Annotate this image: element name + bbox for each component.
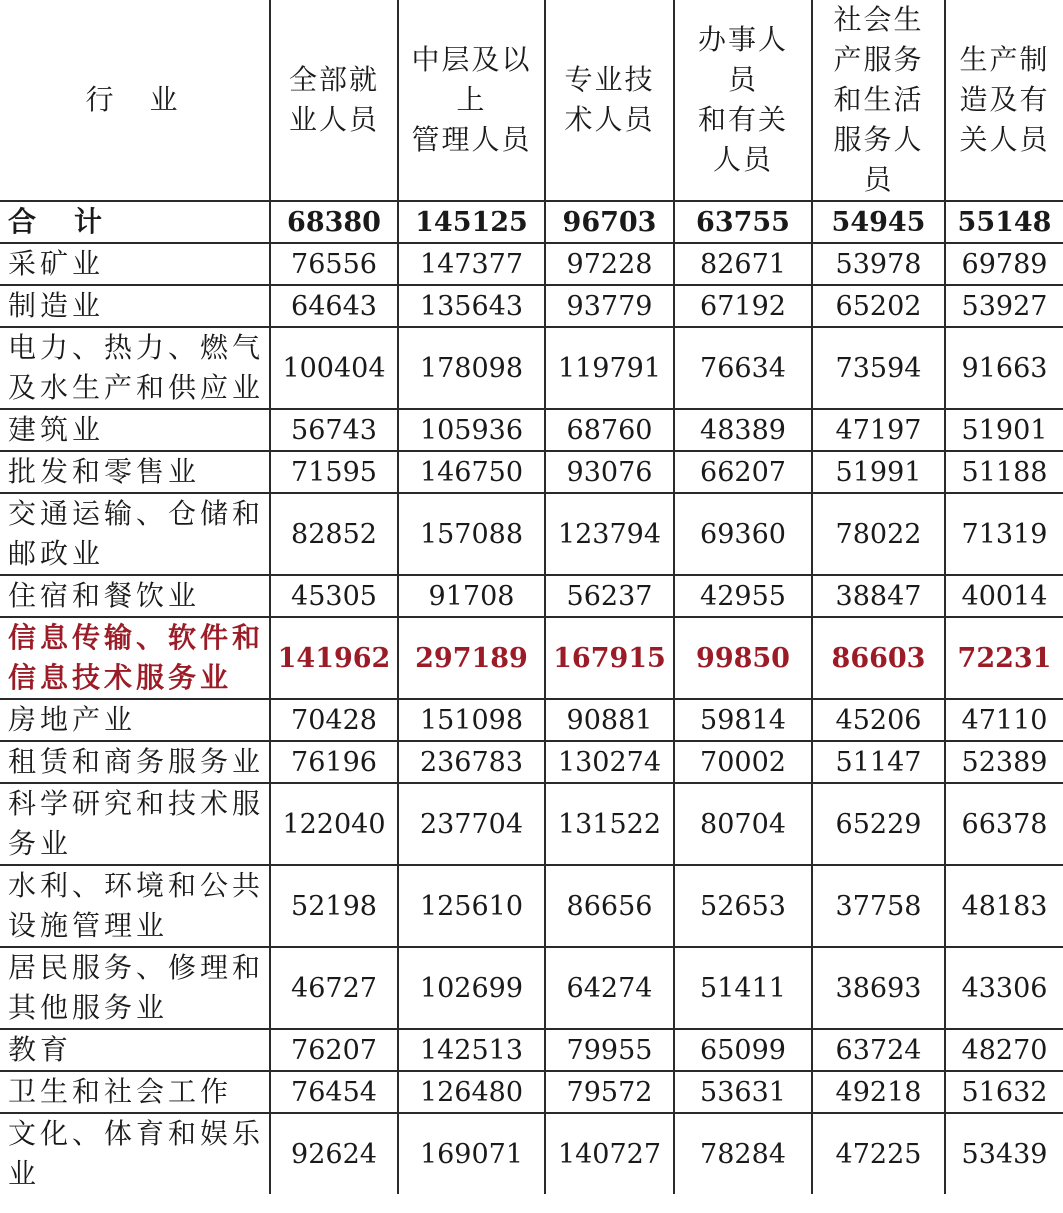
cell-all: 92624 bbox=[270, 1113, 398, 1194]
cell-all: 46727 bbox=[270, 947, 398, 1029]
table-row bbox=[0, 493, 1063, 575]
cell-managers: 125610 bbox=[398, 865, 545, 947]
cell-all: 122040 bbox=[270, 783, 398, 865]
cell-professionals: 68760 bbox=[545, 409, 674, 451]
header-service-workers: 社会生 产服务 和生活 服务人 员 bbox=[812, 0, 945, 201]
row-name: 合计 bbox=[0, 201, 270, 243]
cell-managers: 147377 bbox=[398, 243, 545, 285]
table-row bbox=[0, 409, 1063, 451]
cell-service: 54945 bbox=[812, 201, 945, 243]
row-name: 房地产业 bbox=[0, 699, 270, 741]
cell-clerks: 42955 bbox=[674, 575, 812, 617]
cell-professionals: 96703 bbox=[545, 201, 674, 243]
row-name: 住宿和餐饮业 bbox=[0, 575, 270, 617]
cell-production: 43306 bbox=[945, 947, 1063, 1029]
cell-service: 53978 bbox=[812, 243, 945, 285]
table-row bbox=[0, 285, 1063, 327]
cell-production: 48183 bbox=[945, 865, 1063, 947]
cell-service: 73594 bbox=[812, 327, 945, 409]
cell-service: 51991 bbox=[812, 451, 945, 493]
row-name: 信息传输、软件和信息技术服务业 bbox=[0, 617, 270, 699]
table-row bbox=[0, 1113, 1063, 1194]
header-all-employees: 全部就 业人员 bbox=[270, 0, 398, 201]
cell-all: 141962 bbox=[270, 617, 398, 699]
cell-all: 56743 bbox=[270, 409, 398, 451]
cell-clerks: 63755 bbox=[674, 201, 812, 243]
cell-production: 51188 bbox=[945, 451, 1063, 493]
cell-managers: 105936 bbox=[398, 409, 545, 451]
row-name: 建筑业 bbox=[0, 409, 270, 451]
cell-professionals: 86656 bbox=[545, 865, 674, 947]
cell-clerks: 59814 bbox=[674, 699, 812, 741]
cell-service: 45206 bbox=[812, 699, 945, 741]
cell-all: 76196 bbox=[270, 741, 398, 783]
cell-clerks: 70002 bbox=[674, 741, 812, 783]
cell-professionals: 79955 bbox=[545, 1029, 674, 1071]
cell-clerks: 53631 bbox=[674, 1071, 812, 1113]
row-name: 租赁和商务服务业 bbox=[0, 741, 270, 783]
cell-managers: 145125 bbox=[398, 201, 545, 243]
cell-managers: 297189 bbox=[398, 617, 545, 699]
row-name: 水利、环境和公共设施管理业 bbox=[0, 865, 270, 947]
row-name: 文化、体育和娱乐业 bbox=[0, 1113, 270, 1194]
cell-service: 63724 bbox=[812, 1029, 945, 1071]
cell-professionals: 119791 bbox=[545, 327, 674, 409]
cell-production: 51632 bbox=[945, 1071, 1063, 1113]
header-professionals: 专业技 术人员 bbox=[545, 0, 674, 201]
row-name: 教育 bbox=[0, 1029, 270, 1071]
cell-production: 72231 bbox=[945, 617, 1063, 699]
cell-clerks: 80704 bbox=[674, 783, 812, 865]
cell-all: 64643 bbox=[270, 285, 398, 327]
table-row bbox=[0, 783, 1063, 865]
cell-service: 65202 bbox=[812, 285, 945, 327]
cell-professionals: 93076 bbox=[545, 451, 674, 493]
header-row bbox=[0, 0, 1063, 201]
cell-all: 68380 bbox=[270, 201, 398, 243]
cell-professionals: 93779 bbox=[545, 285, 674, 327]
header-industry: 行业 bbox=[0, 0, 270, 201]
cell-professionals: 131522 bbox=[545, 783, 674, 865]
cell-professionals: 90881 bbox=[545, 699, 674, 741]
cell-production: 48270 bbox=[945, 1029, 1063, 1071]
table-row bbox=[0, 947, 1063, 1029]
cell-clerks: 65099 bbox=[674, 1029, 812, 1071]
cell-service: 86603 bbox=[812, 617, 945, 699]
cell-service: 65229 bbox=[812, 783, 945, 865]
cell-production: 71319 bbox=[945, 493, 1063, 575]
cell-all: 82852 bbox=[270, 493, 398, 575]
table-row bbox=[0, 741, 1063, 783]
row-name: 采矿业 bbox=[0, 243, 270, 285]
cell-managers: 146750 bbox=[398, 451, 545, 493]
row-name: 卫生和社会工作 bbox=[0, 1071, 270, 1113]
cell-clerks: 82671 bbox=[674, 243, 812, 285]
table-row-total bbox=[0, 201, 1063, 243]
table-row bbox=[0, 451, 1063, 493]
cell-professionals: 140727 bbox=[545, 1113, 674, 1194]
cell-managers: 178098 bbox=[398, 327, 545, 409]
cell-all: 76207 bbox=[270, 1029, 398, 1071]
cell-service: 51147 bbox=[812, 741, 945, 783]
table-row bbox=[0, 1071, 1063, 1113]
cell-managers: 236783 bbox=[398, 741, 545, 783]
row-name: 制造业 bbox=[0, 285, 270, 327]
table-row bbox=[0, 575, 1063, 617]
cell-production: 55148 bbox=[945, 201, 1063, 243]
cell-all: 52198 bbox=[270, 865, 398, 947]
cell-service: 49218 bbox=[812, 1071, 945, 1113]
cell-production: 53439 bbox=[945, 1113, 1063, 1194]
cell-all: 100404 bbox=[270, 327, 398, 409]
cell-managers: 91708 bbox=[398, 575, 545, 617]
cell-managers: 126480 bbox=[398, 1071, 545, 1113]
cell-production: 51901 bbox=[945, 409, 1063, 451]
cell-clerks: 48389 bbox=[674, 409, 812, 451]
cell-service: 47197 bbox=[812, 409, 945, 451]
cell-professionals: 123794 bbox=[545, 493, 674, 575]
cell-clerks: 66207 bbox=[674, 451, 812, 493]
header-clerks: 办事人 员 和有关 人员 bbox=[674, 0, 812, 201]
cell-clerks: 99850 bbox=[674, 617, 812, 699]
cell-all: 76556 bbox=[270, 243, 398, 285]
cell-production: 47110 bbox=[945, 699, 1063, 741]
cell-service: 47225 bbox=[812, 1113, 945, 1194]
table-row bbox=[0, 327, 1063, 409]
cell-managers: 151098 bbox=[398, 699, 545, 741]
cell-clerks: 78284 bbox=[674, 1113, 812, 1194]
cell-all: 70428 bbox=[270, 699, 398, 741]
cell-managers: 237704 bbox=[398, 783, 545, 865]
table-row-highlighted bbox=[0, 617, 1063, 699]
cell-professionals: 97228 bbox=[545, 243, 674, 285]
cell-clerks: 67192 bbox=[674, 285, 812, 327]
cell-clerks: 52653 bbox=[674, 865, 812, 947]
cell-all: 45305 bbox=[270, 575, 398, 617]
cell-clerks: 69360 bbox=[674, 493, 812, 575]
table-row bbox=[0, 243, 1063, 285]
cell-production: 40014 bbox=[945, 575, 1063, 617]
cell-service: 78022 bbox=[812, 493, 945, 575]
table-row bbox=[0, 699, 1063, 741]
cell-managers: 157088 bbox=[398, 493, 545, 575]
header-managers: 中层及以 上 管理人员 bbox=[398, 0, 545, 201]
cell-professionals: 64274 bbox=[545, 947, 674, 1029]
cell-professionals: 167915 bbox=[545, 617, 674, 699]
cell-managers: 169071 bbox=[398, 1113, 545, 1194]
row-name: 科学研究和技术服务业 bbox=[0, 783, 270, 865]
cell-service: 38693 bbox=[812, 947, 945, 1029]
cell-professionals: 56237 bbox=[545, 575, 674, 617]
cell-service: 38847 bbox=[812, 575, 945, 617]
cell-managers: 142513 bbox=[398, 1029, 545, 1071]
cell-production: 53927 bbox=[945, 285, 1063, 327]
row-name: 批发和零售业 bbox=[0, 451, 270, 493]
cell-clerks: 76634 bbox=[674, 327, 812, 409]
cell-professionals: 79572 bbox=[545, 1071, 674, 1113]
table-row bbox=[0, 865, 1063, 947]
cell-production: 91663 bbox=[945, 327, 1063, 409]
cell-production: 69789 bbox=[945, 243, 1063, 285]
header-production-workers: 生产制 造及有 关人员 bbox=[945, 0, 1063, 201]
cell-managers: 135643 bbox=[398, 285, 545, 327]
row-name: 居民服务、修理和其他服务业 bbox=[0, 947, 270, 1029]
cell-all: 76454 bbox=[270, 1071, 398, 1113]
cell-all: 71595 bbox=[270, 451, 398, 493]
cell-managers: 102699 bbox=[398, 947, 545, 1029]
cell-professionals: 130274 bbox=[545, 741, 674, 783]
cell-production: 66378 bbox=[945, 783, 1063, 865]
row-name: 电力、热力、燃气及水生产和供应业 bbox=[0, 327, 270, 409]
table-row bbox=[0, 1029, 1063, 1071]
cell-clerks: 51411 bbox=[674, 947, 812, 1029]
cell-service: 37758 bbox=[812, 865, 945, 947]
cell-production: 52389 bbox=[945, 741, 1063, 783]
row-name: 交通运输、仓储和邮政业 bbox=[0, 493, 270, 575]
